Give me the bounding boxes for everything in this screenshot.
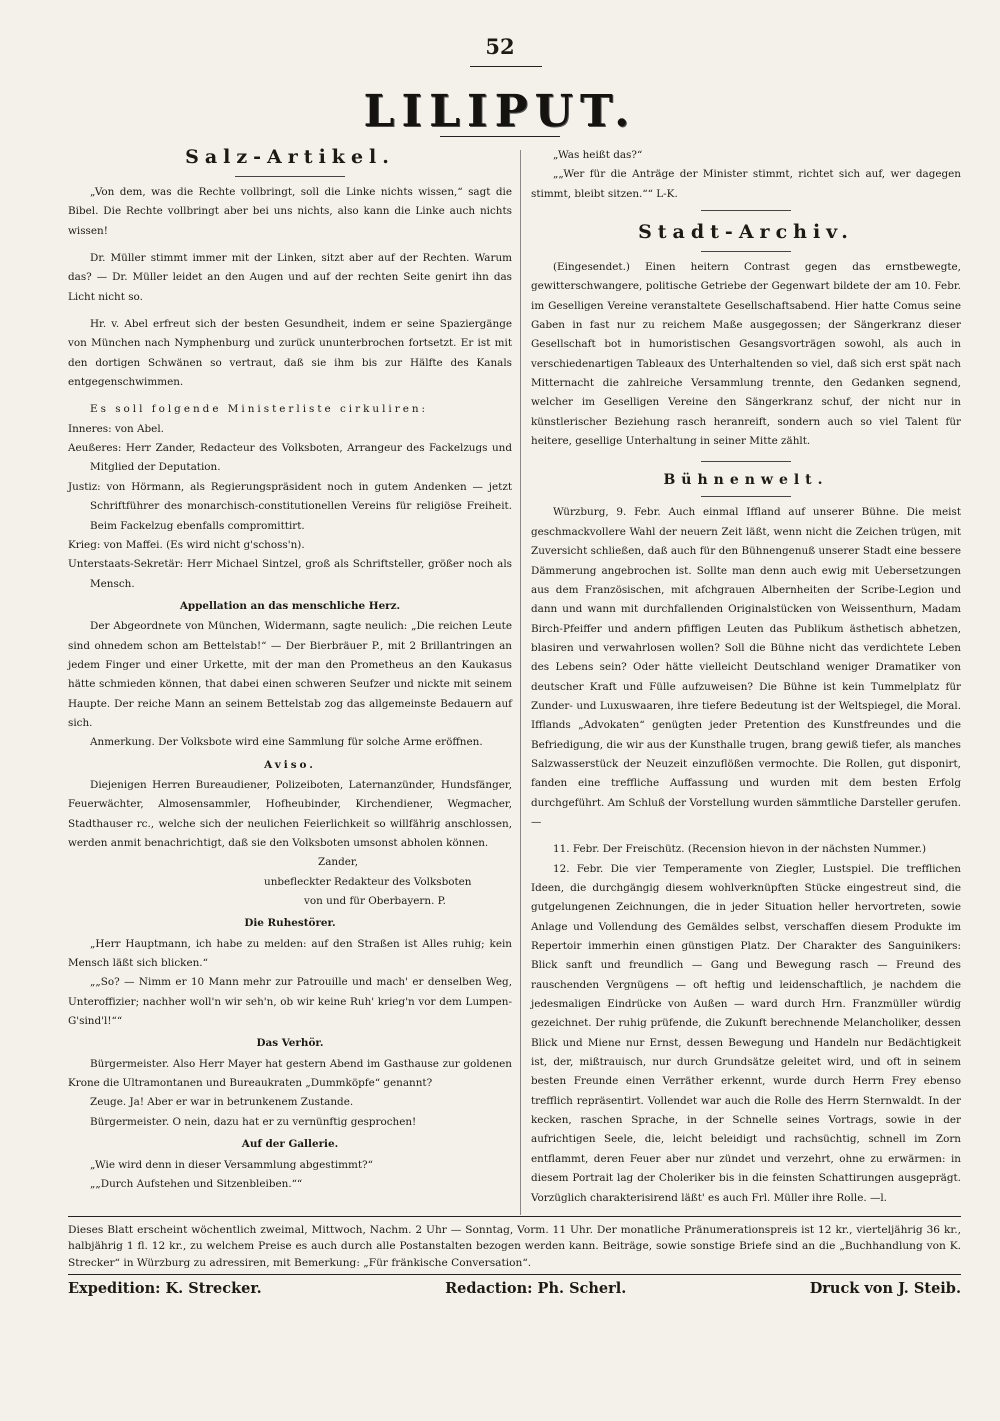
signature-line: Zander,	[318, 856, 359, 869]
paragraph: „„Wer für die Anträge der Minister stimmt, richtet sich auf, wer dagegen stimmt, bleibt sitzen.““ L-K.	[531, 168, 961, 200]
section-heading-stadt-archiv: Stadt-Archiv.	[638, 221, 854, 244]
imprint-redaction: Redaction: Ph. Scherl.	[445, 1280, 627, 1297]
paragraph: „„So? — Nimm er 10 Mann mehr zur Patrouille und mach' er denselben Weg, Unteroffizier; nachher woll'n wir seh'n, ob wir keine Ruh' krieg'n vor dem Lumpen-G'sind'l!““	[68, 976, 512, 1028]
paragraph: Diejenigen Herren Bureaudiener, Polizeiboten, Laternanzünder, Hundsfänger, Feuerwächter, Almosensammler, Hofheubinder, Kirchendiener, Wegmacher, Stadthauser rc., welche sich der neulichen Feierlichkeit so willfährig anschlossen, werden anmit benachrichtigt, daß sie den Volksboten umsonst abholen können.	[68, 778, 512, 849]
footer-bottom-rule	[68, 1274, 961, 1275]
page-number-rule	[470, 66, 542, 67]
minister-item: Aeußeres: Herr Zander, Redacteur des Volksboten, Arrangeur des Fackelzugs und Mitglied der Deputation.	[68, 442, 512, 474]
paragraph: Der Abgeordnete von München, Widermann, sagte neulich: „Die reichen Leute sind ohnedem schon am Bettelstab!“ — Der Bierbräuer P., mit 2 Brillantringen an jedem Finger und einer Urkette, mit der man den Prometheus an den Kaukasus hätte schmieden können, that dabei einen schweren Seufzer und nickte mit seinem Haupte. Der reiche Mann an seinem Bettelstab zog das allgemeinste Bedauern auf sich.	[68, 620, 512, 729]
subheading-verhoer: Das Verhör.	[256, 1037, 324, 1050]
imprint-expedition: Expedition: K. Strecker.	[68, 1280, 262, 1297]
minister-item: Inneres: von Abel.	[68, 422, 164, 435]
paragraph: 11. Febr. Der Freischütz. (Recension hievon in der nächsten Nummer.)	[553, 843, 927, 856]
section-rule	[701, 251, 791, 252]
paragraph: „Wie wird denn in dieser Versammlung abgestimmt?“	[90, 1158, 373, 1171]
paragraph: „Herr Hauptmann, ich habe zu melden: auf den Straßen ist Alles ruhig; kein Mensch läßt sich blicken.“	[68, 937, 512, 970]
paragraph: Würzburg, 9. Febr. Auch einmal Iffland auf unserer Bühne. Die meist geschmackvollere Wahl der neuern Zeit läßt, wenn nicht die Zeichen trügen, mit Zuversicht schließen, daß auch für den Bühnengenuß unserer Stadt eine bessere Dämmerung angebrochen ist. Sollte man denn auch ewig mit Uebersetzungen aus dem Französischen, mit afchgrauen Albernheiten der Scribe-Legion und dann und wann mit durchfallenden Originalstücken von Weissenthurn, Madam Birch-Pfeiffer und andern pfiffigen Leuten das Publikum ästhetisch abhetzen, blasiren und verwahrlosen wollen? Soll die Bühne nicht das verdichtete Leben des Lebens sein? Oder hätte vielleicht Deutschland weniger Dramatiker von deutscher Kraft und Fülle aufzuweisen? Die Bühne ist kein Tummelplatz für Zunder- und Luxuswaaren, ihre tiefere Bedeutung ist der Weltspiegel, die Moral. Ifflands „Advokaten“ genügten jeder Pretention des Kunstfreundes und die Befriedigung, die wir aus der Kunsthalle trugen, brang gewiß tiefer, als manches Salzwasserstück der Neuzeit einzuflößen vermochte. Die Rollen, gut disponirt, fanden eine treffliche Auffassung und wurden mit dem besten Erfolg durchgeführt. Am Schluß der Vorstellung wurden sämmtliche Darsteller gerufen. —	[531, 506, 961, 828]
signature-line: unbefleckter Redakteur des Volksboten	[264, 875, 472, 888]
footer-notice: Dieses Blatt erscheint wöchentlich zweimal, Mittwoch, Nachm. 2 Uhr — Sonntag, Vorm. 11 Uhr. Der monatliche Pränumerationspreis ist 12 kr., vierteljährig 36 kr., halbjährig 1 fl. 12 kr., zu welchem Preise es auch durch alle Postanstalten bezogen werden kann. Beiträge, sowie sonstige Briefe sind an die „Buchhandlung von K. Strecker“ in Würzburg zu adressiren, mit Bemerkung: „Für fränkische Conversation“.	[68, 1224, 961, 1269]
imprint-line	[68, 1280, 961, 1297]
section-heading-buehnenwelt: Bühnenwelt.	[663, 472, 829, 489]
minister-item: Unterstaats-Sekretär: Herr Michael Sintzel, groß als Schriftsteller, größer noch als Mensch.	[68, 558, 512, 590]
masthead-title: LILIPUT.	[363, 86, 637, 137]
section-rule	[701, 210, 791, 211]
minister-item: Justiz: von Hörmann, als Regierungspräsident noch in gutem Andenken — jetzt Schriftführer des monarchisch-constitutionellen Vereins für religiöse Freiheit. Beim Fackelzug ebenfalls compromittirt.	[68, 480, 512, 532]
paragraph: Bürgermeister. O nein, dazu hat er zu vernünftig gesprochen!	[90, 1115, 417, 1128]
masthead-rule	[440, 136, 560, 137]
section-rule	[701, 496, 791, 497]
signature-line: von und für Oberbayern. P.	[304, 895, 446, 908]
paragraph: 12. Febr. Die vier Temperamente von Ziegler, Lustspiel. Die trefflichen Ideen, die durchgängig diesem wohlverknüpften Stücke eingestreut sind, die gutgelungenen Zeichnungen, die in jeder Situation heller hervortreten, sowie Anlage und Vollendung des Gemäldes selbst, verschaffen diesem Produkte im Repertoir immerhin einen günstigen Platz. Der Charakter des Sanguinikers: Blick sanft und freundlich — Gang und Bewegung rasch — Freund des rauschenden Vergnügens — oft heftig und leidenschaftlich, je nachdem die jedesmaligen Eindrücke von Außen — ward durch Hrn. Franzmüller würdig gezeichnet. Der ruhig prüfende, die Zukunft berechnende Melancholiker, dessen Blick und Miene nur Ernst, dessen Bewegung und Handeln nur Bedächtigkeit ist, der, mißtrauisch, nur durch Grundsätze geleitet wird, und oft in seinem besten Freunde einen Verräther erkennt, wurde durch Herrn Frey ebenso trefflich repräsentirt. Vollendet war auch die Rolle des Herrn Sternwaldt. In der kecken, raschen Sprache, in der Schnelle seines Vortrags, sowie in der aufrichtigen Seele, die, leicht beleidigt und rachsüchtig, schnell im Zorn entflammt, deren Feuer aber nur zündet und verzehrt, ohne zu erwärmen: in diesem Portrait lag der Choleriker bis in die feinsten Schattirungen ausgeprägt. Vorzüglich charakterisirend läßt' es auch Frl. Müller ihre Rolle. —l.	[531, 862, 961, 1204]
column-divider	[520, 150, 521, 1215]
paragraph: Anmerkung. Der Volksbote wird eine Sammlung für solche Arme eröffnen.	[90, 736, 483, 749]
imprint-printer: Druck von J. Steib.	[809, 1280, 961, 1297]
subheading-aviso: Aviso.	[264, 758, 316, 771]
section-rule	[235, 176, 345, 177]
section-heading-salz-artikel: Salz-Artikel.	[185, 146, 395, 168]
footer-top-rule	[68, 1216, 961, 1217]
section-rule	[701, 461, 791, 462]
paragraph: Es soll folgende Ministerliste cirkuliren:	[90, 403, 429, 416]
paragraph: Hr. v. Abel erfreut sich der besten Gesundheit, indem er seine Spaziergänge von München nach Nymphenburg und zurück ununterbrochen fortsetzt. Er ist mit den dortigen Schwänen so vertraut, daß sie ihm bis zur Hälfte des Kanals entgegenschwimmen.	[68, 318, 512, 389]
paragraph: „„Durch Aufstehen und Sitzenbleiben.““	[90, 1177, 303, 1190]
paragraph: „Von dem, was die Rechte vollbringt, soll die Linke nichts wissen,“ sagt die Bibel. Die Rechte vollbringt aber bei uns nichts, also kann die Linke auch nichts wissen!	[68, 186, 512, 237]
paragraph: Zeuge. Ja! Aber er war in betrunkenem Zustande.	[90, 1096, 354, 1109]
paragraph: „Was heißt das?“	[553, 149, 643, 161]
paragraph: Dr. Müller stimmt immer mit der Linken, sitzt aber auf der Rechten. Warum das? — Dr. Müller leidet an den Augen und auf der rechten Seite genirt ihn das Licht nicht so.	[68, 252, 512, 303]
subheading-appellation: Appellation an das menschliche Herz.	[179, 599, 401, 612]
left-column	[68, 140, 512, 1194]
paragraph: Bürgermeister. Also Herr Mayer hat gestern Abend im Gasthause zur goldenen Krone die Ultramontanen und Bureaukraten „Dummköpfe“ genannt?	[68, 1057, 512, 1090]
subheading-ruhestoerer: Die Ruhestörer.	[244, 917, 336, 930]
page-number: 52	[485, 34, 515, 59]
subheading-gallerie: Auf der Gallerie.	[241, 1138, 339, 1151]
right-column	[531, 146, 961, 1208]
minister-item: Krieg: von Maffei. (Es wird nicht g'schoss'n).	[68, 538, 305, 551]
paragraph: (Eingesendet.) Einen heitern Contrast gegen das ernstbewegte, gewitterschwangere, politische Getriebe der Gegenwart bildete der am 10. Febr. im Geselligen Vereine veranstaltete Gesellschaftsabend. Hier hatte Comus seine Gaben in fast nur zu reichem Maße ausgegossen; der Sängerkranz dieser Gesellschaft bot in humoristischen Gesangsvorträgen sowohl, als auch in verschiedenartigen Tableaux des Unterhaltenden so viel, daß sich erst spät nach Mitternacht die zahlreiche Versammlung trennte, den Gedanken segnend, welcher im Geselligen Vereine den Sängerkranz schuf, der nicht nur in künstlerischer Beziehung rasch heranreift, sondern auch so viel Talent für heitere, gesellige Unterhaltung in seiner Mitte zählt.	[531, 261, 961, 448]
